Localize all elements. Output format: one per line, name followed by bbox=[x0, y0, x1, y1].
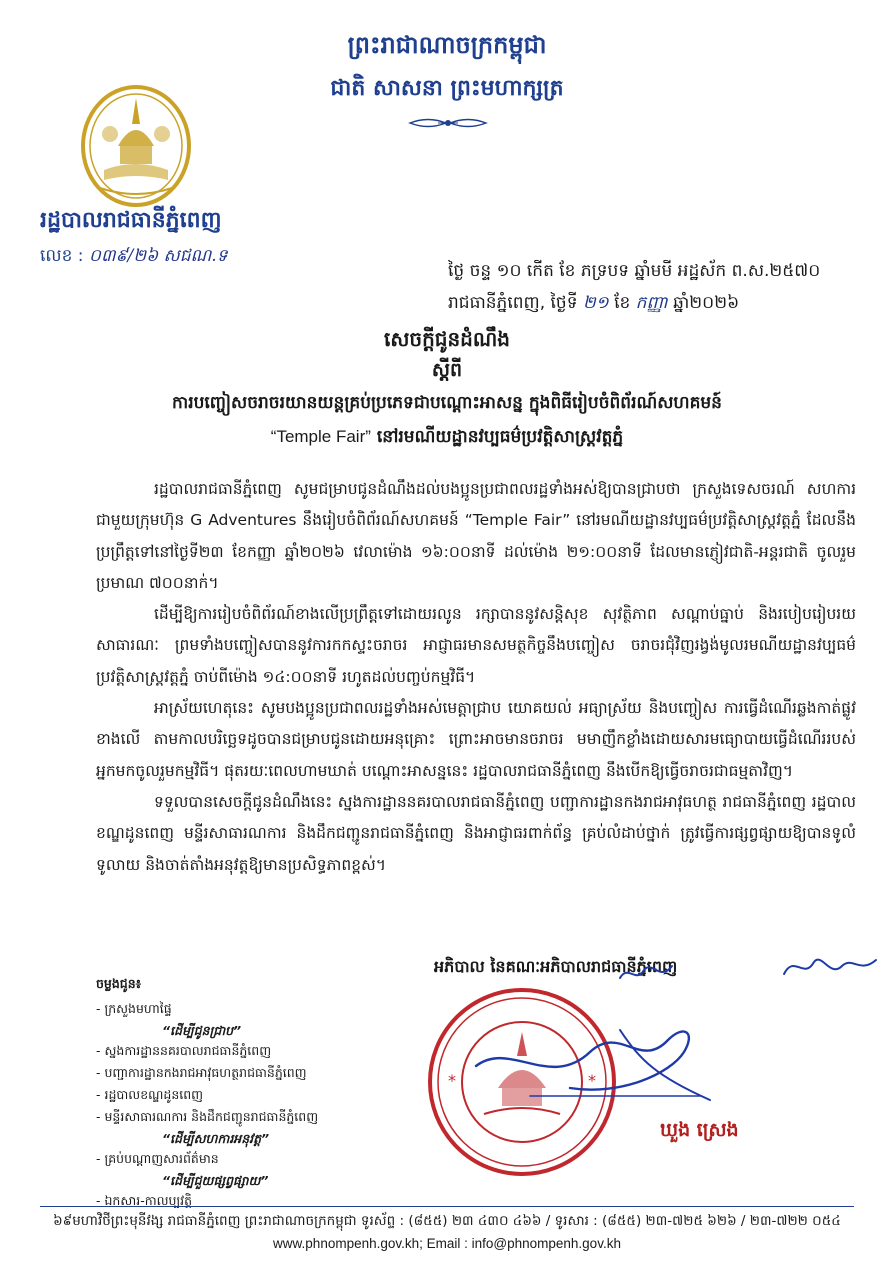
svg-text:*: * bbox=[448, 1071, 456, 1090]
lunar-date: ថ្ងៃ ចន្ទ ១០ កើត ខែ ភទ្របទ ឆ្នាំមមី អដ្ឋស័ក ព.ស.២៥៧០ bbox=[448, 261, 821, 281]
cc-item: - រដ្ឋបាលខណ្ឌដូនពេញ bbox=[96, 1085, 396, 1105]
handwritten-signature bbox=[470, 1000, 720, 1110]
solar-date-day: ២១ bbox=[582, 293, 609, 313]
solar-date bbox=[448, 292, 739, 317]
svg-text:*: * bbox=[588, 1071, 596, 1090]
notice-body bbox=[96, 474, 856, 881]
solar-date-year: ឆ្នាំ២០២៦ bbox=[673, 293, 740, 313]
cc-item: - បញ្ជាការដ្ឋានកងរាជអាវុធហត្ថរាជធានីភ្នំពេញ bbox=[96, 1063, 396, 1083]
body-paragraph: អាស្រ័យហេតុនេះ សូមបងប្អូនប្រជាពលរដ្ឋទាំងអស់មេត្តាជ្រាប យោគយល់ អធ្យាស្រ័យ និងបញ្ចៀស ការធ្វើដំណើរឆ្លងកាត់ផ្លូវខាងលើ តាមកាលបរិច្ឆេទដូចបានជម្រាបជូនដោយអនុគ្រោះ ព្រោះអាចមានចរាចរ មមាញឹកខ្លាំងដោយសារមធ្យោបាយធ្វើដំណើររបស់អ្នកមកចូលរួមកម្មវិធី។ ផុតរយៈពេលហាមឃាត់ បណ្តោះអាសន្ននេះ រដ្ឋបាលរាជធានីភ្នំពេញ នឹងបើកឱ្យធ្វើចរាចរជាធម្មតាវិញ។ bbox=[96, 699, 856, 780]
footer-address: ៦៩មហាវិថីព្រះមុនីវង្ស រាជធានីភ្នំពេញ ព្រះរាជាណាចក្រកម្ពុជា ទូរស័ព្ទ : (៨៥៥) ២៣ ៤៣០ ៤៦៦ / ទូរសារ : (៨៥៥) ២៣-៧២៥ ៦២៦ / ២៣-៧២២ ០៥៤ bbox=[53, 1213, 841, 1229]
body-paragraph: ទទួលបានសេចក្តីជូនដំណឹងនេះ ស្នងការដ្ឋាននគរបាលរាជធានីភ្នំពេញ បញ្ជាការដ្ឋានកងរាជអាវុធហត្ថ រាជធានីភ្នំពេញ រដ្ឋបាលខណ្ឌដូនពេញ មន្ទីរសាធារណការ និងដឹកជញ្ជូនរាជធានីភ្នំពេញ និងអាជ្ញាធរពាក់ព័ន្ធ គ្រប់លំដាប់ថ្នាក់ ត្រូវធ្វើការផ្សព្វផ្សាយឱ្យបានទូលំទូលាយ និងចាត់តាំងអនុវត្តឱ្យមានប្រសិទ្ធភាពខ្ពស់។ bbox=[96, 792, 856, 874]
subject-line-2 bbox=[0, 426, 894, 451]
cc-note: “ដើម្បីសហការអនុវត្ត” bbox=[162, 1131, 270, 1146]
national-motto: ជាតិ សាសនា ព្រះមហាក្សត្រ bbox=[330, 75, 564, 101]
document-type-title: សេចក្តីជូនដំណឹង bbox=[384, 327, 510, 351]
cc-note: “ដើម្បីជូនជ្រាប” bbox=[162, 1023, 242, 1038]
cc-item: - ក្រសួងមហាផ្ទៃ bbox=[96, 999, 396, 1019]
subject-location: នៅរមណីយដ្ឋានវប្បធម៌ប្រវត្តិសាស្ត្រវត្តភ្នំ bbox=[376, 427, 624, 447]
solar-date-month: កញ្ញា bbox=[635, 293, 668, 313]
document-re-label: ស្តីពី bbox=[431, 359, 463, 381]
reference-value: ០៣៩/២៦ សជណ.ទ bbox=[88, 246, 228, 266]
cc-title: ចម្លងជូន៖ bbox=[96, 976, 142, 991]
phnom-penh-seal-logo bbox=[80, 84, 192, 208]
reference-label: លេខ : bbox=[40, 246, 84, 266]
signatory-name: ឃួង ស្រេង bbox=[660, 1119, 739, 1141]
cc-item: - គ្រប់បណ្តាញសារព័ត៌មាន bbox=[96, 1149, 396, 1169]
signatory-title: អភិបាល នៃគណៈអភិបាលរាជធានីភ្នំពេញ bbox=[434, 957, 678, 976]
solar-date-month-label: ខែ bbox=[614, 293, 631, 313]
cc-list bbox=[96, 976, 396, 1213]
subject-event-name: “Temple Fair” bbox=[270, 427, 371, 446]
body-paragraph: ដើម្បីឱ្យការរៀបចំពិព័រណ៍ខាងលើប្រព្រឹត្តទៅដោយរលូន រក្សាបាននូវសន្តិសុខ សុវត្ថិភាព សណ្តាប់ធ្នាប់ និងរបៀបរៀបរយសាធារណៈ ព្រមទាំងបញ្ចៀសបាននូវការកកស្ទះចរាចរ អាជ្ញាធរមានសមត្ថកិច្ចនឹងបញ្ចៀស ចរាចរជុំវិញរង្វង់មូលរមណីយដ្ឋានវប្បធម៌ប្រវត្តិសាស្ត្រវត្តភ្នំ ចាប់ពីម៉ោង ១៤:០០នាទី រហូតដល់បញ្ចប់កម្មវិធី។ bbox=[96, 605, 856, 686]
footer-web-email[interactable]: www.phnompenh.gov.kh; Email : info@phnompenh.gov.kh bbox=[273, 1236, 621, 1251]
initials-signature bbox=[780, 948, 880, 988]
initials-mark bbox=[616, 956, 676, 988]
issuing-authority-name: រដ្ឋបាលរាជធានីភ្នំពេញ bbox=[40, 207, 222, 233]
subject-line-1: ការបញ្ចៀសចរាចរយានយន្តគ្រប់ប្រភេទជាបណ្តោះអាសន្ន ក្នុងពិធីរៀបចំពិព័រណ៍សហគមន៍ bbox=[172, 393, 722, 413]
solar-date-prefix: រាជធានីភ្នំពេញ, ថ្ងៃទី bbox=[448, 293, 578, 313]
kingdom-title: ព្រះរាជាណាចក្រកម្ពុជា bbox=[347, 30, 547, 59]
body-paragraph: រដ្ឋបាលរាជធានីភ្នំពេញ សូមជម្រាបជូនដំណឹងដល់បងប្អូនប្រជាពលរដ្ឋទាំងអស់ឱ្យបានជ្រាបថា ក្រសួងទេសចរណ៍ សហការជាមួយក្រុមហ៊ុន G Adventures នឹងរៀបចំពិព័រណ៍សហគមន៍ “Temple Fair” នៅរមណីយដ្ឋានវប្បធម៌ប្រវត្តិសាស្ត្រវត្តភ្នំ ដែលនឹងប្រព្រឹត្តទៅនៅថ្ងៃទី២៣ ខែកញ្ញា ឆ្នាំ២០២៦ វេលាម៉ោង ១៦:០០នាទី ដល់ម៉ោង ២១:០០នាទី ដែលមានភ្ញៀវជាតិ-អន្តរជាតិ ចូលរួមប្រមាណ ៧០០នាក់។ bbox=[96, 480, 856, 592]
cc-item: - ឯកសារ-កាលប្បវត្តិ bbox=[96, 1191, 396, 1211]
ornament-divider bbox=[408, 112, 488, 134]
cc-item: - ស្នងការដ្ឋាននគរបាលរាជធានីភ្នំពេញ bbox=[96, 1041, 396, 1061]
cc-note: “ដើម្បីជួយផ្សព្វផ្សាយ” bbox=[162, 1173, 269, 1188]
reference-number bbox=[40, 245, 227, 270]
footer-divider bbox=[40, 1206, 854, 1207]
cc-item: - មន្ទីរសាធារណការ និងដឹកជញ្ជូនរាជធានីភ្នំពេញ bbox=[96, 1107, 396, 1127]
